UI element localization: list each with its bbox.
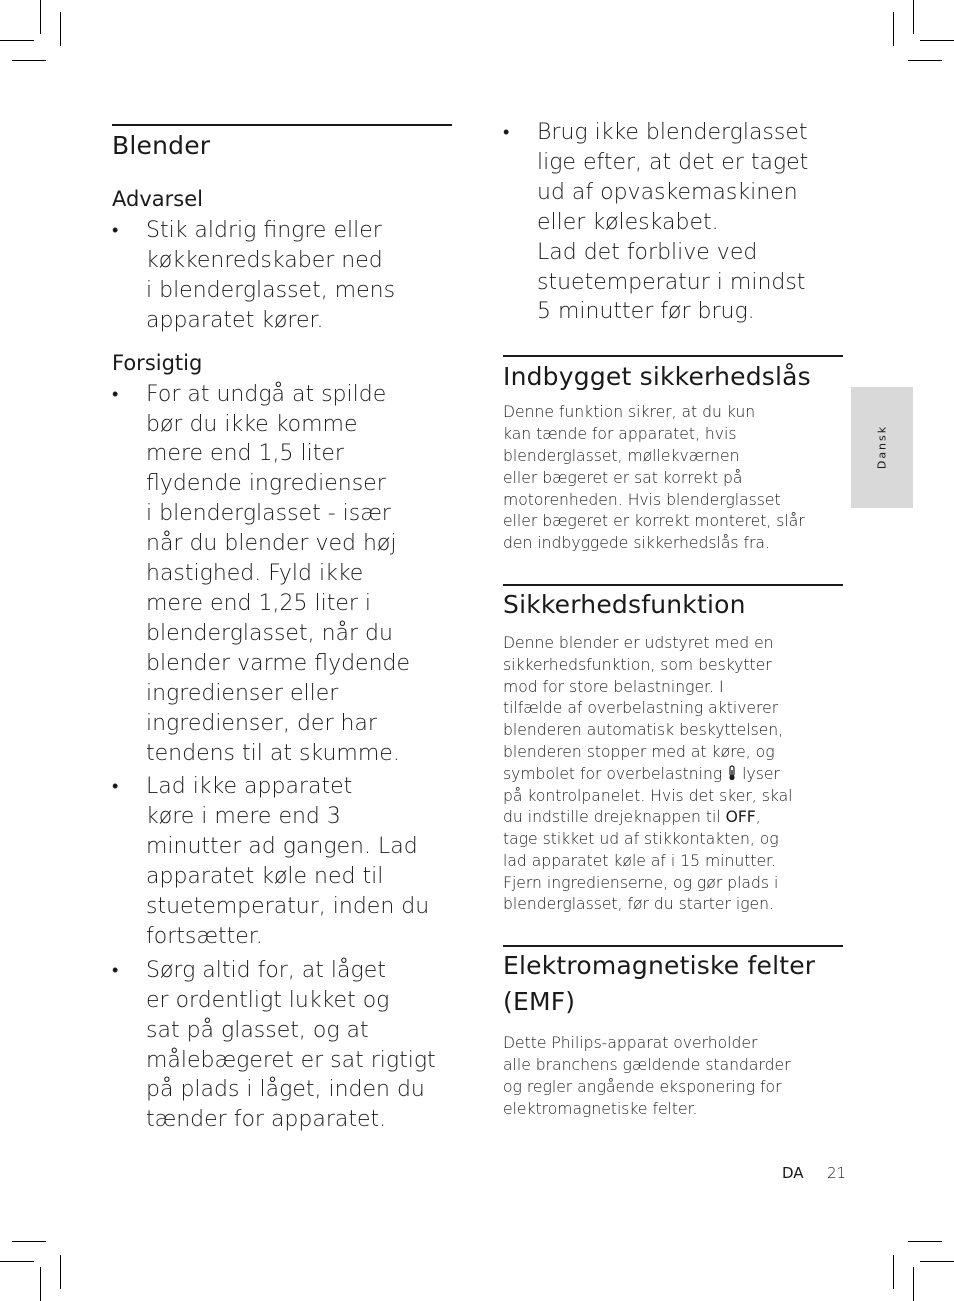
crop-mark (908, 60, 942, 61)
language-tab-label: Dansk (875, 424, 889, 470)
footer-lang: DA (782, 1164, 804, 1182)
crop-mark (0, 40, 34, 41)
section-rule (503, 945, 843, 947)
section-rule (112, 124, 452, 126)
caution-list (112, 380, 452, 1136)
section-title-emf: Elektromagnetiske felter (EMF) (503, 951, 816, 1017)
section-rule (503, 355, 843, 357)
section-title-blender: Blender (112, 131, 211, 160)
warning-item: • Stik aldrig fingre eller køkkenredskaber ned i blenderglasset, mens apparatet kører. (112, 216, 452, 336)
caution-item: • Sørg altid for, at låget er ordentligt lukket og sat på glasset, og at målebægeret er sat rigtigt på plads i låget, inden du tænder for apparatet. (112, 956, 452, 1135)
crop-mark (40, 1267, 41, 1301)
crop-mark (12, 60, 46, 61)
left-column (112, 124, 452, 1135)
crop-mark (893, 12, 894, 46)
crop-mark (913, 0, 914, 34)
warning-list (112, 216, 452, 336)
safety-text-part: lyser på kontrolpanelet. Hvis det sker, skal du indstille drejeknappen til (503, 764, 793, 827)
emf-text: Dette Philips-apparat overholder alle branchens gældende standarder og regler angående eksponering for elektromagnetiske felter. (503, 1034, 791, 1118)
right-column (503, 118, 843, 1120)
crop-mark (60, 12, 61, 46)
caution-item: • Brug ikke blenderglasset lige efter, at det er taget ud af opvaskemaskinen eller køleskabet. Lad det forblive ved stuetemperatur i mindst 5 minutter før brug. (503, 118, 843, 327)
warning-heading: Advarsel (112, 187, 203, 211)
crop-mark (0, 1261, 34, 1262)
crop-mark (913, 1267, 914, 1301)
crop-mark (12, 1241, 46, 1242)
crop-mark (920, 40, 954, 41)
off-label: OFF (725, 808, 756, 827)
top-caution-list (503, 118, 843, 327)
crop-mark (920, 1261, 954, 1262)
caution-item: • For at undgå at spilde bør du ikke komme mere end 1,5 liter flydende ingredienser i blenderglasset - især når du blender ved høj hastighed. Fyld ikke mere end 1,25 liter i blenderglasset, når du blender varme flydende ingredienser eller ingredienser, der har tendens til at skumme. (112, 380, 452, 769)
crop-mark (893, 1255, 894, 1289)
safety-lock-text: Denne funktion sikrer, at du kun kan tænde for apparatet, hvis blenderglasset, møllekværnen eller bægeret er sat korrekt på motorenheden. Hvis blenderglasset eller bægeret er korrekt monteret, slår den indbyggede sikkerhedslås fra. (503, 403, 805, 553)
crop-mark (60, 1255, 61, 1289)
crop-mark (40, 0, 41, 34)
section-rule (503, 584, 843, 586)
caution-item: • Lad ikke apparatet køre i mere end 3 minutter ad gangen. Lad apparatet køle ned til stuetemperatur, inden du fortsætter. (112, 772, 452, 951)
safety-function-text (503, 633, 843, 916)
safety-text-part: , tage stikket ud af stikkontakten, og lad apparatet køle af i 15 minutter. Fjern ingredienserne, og gør plads i blenderglasset, før du starter igen. (503, 808, 779, 914)
section-title-safety-lock: Indbygget sikkerhedslås (503, 362, 811, 392)
page-number: 21 (827, 1164, 847, 1182)
section-title-safety-function: Sikkerhedsfunktion (503, 589, 746, 619)
caution-heading: Forsigtig (112, 350, 203, 375)
thermometer-icon (727, 765, 737, 781)
crop-mark (908, 1241, 942, 1242)
language-side-tab (851, 387, 913, 508)
safety-text-part: Denne blender er udstyret med en sikkerhedsfunktion, som beskytter mod for store belastninger. I tilfælde af overbelastning aktiverer blenderen automatisk beskyttelsen, blenderen stopper med at køre, og symbolet for overbelastning (503, 633, 784, 783)
